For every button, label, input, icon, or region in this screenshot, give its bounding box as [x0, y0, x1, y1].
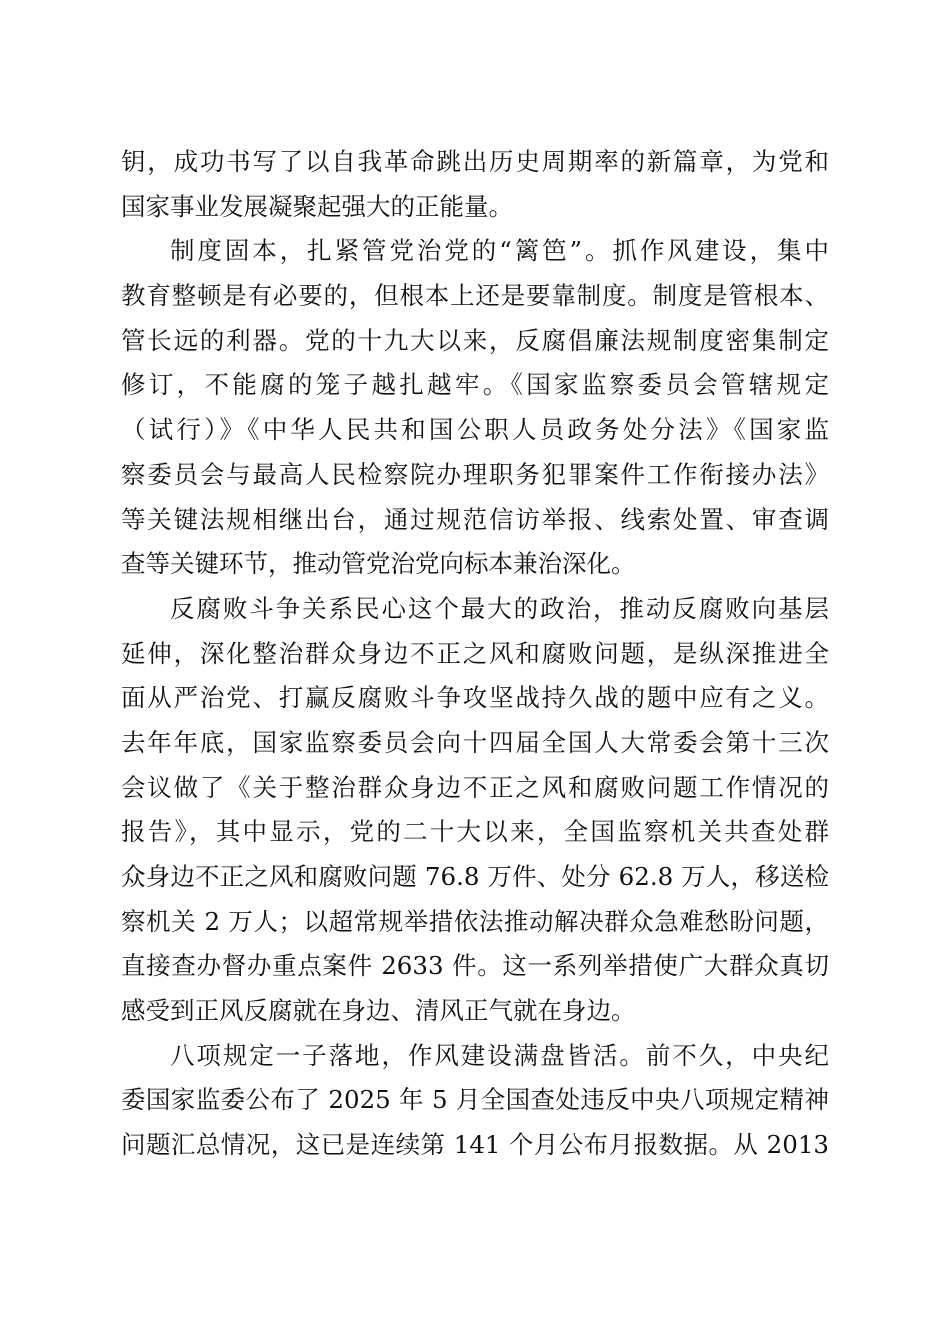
- text-line: 修订，不能腐的笼子越扎越牢。《国家监察委员会管辖规定: [121, 370, 829, 400]
- text-line: 会议做了《关于整治群众身边不正之风和腐败问题工作情况的: [121, 772, 829, 802]
- paragraph-1: [121, 140, 829, 229]
- text-line: 感受到正风反腐就在身边、清风正气就在身边。: [121, 996, 636, 1026]
- text-line: 等关键法规相继出台，通过规范信访举报、线索处置、审查调: [121, 504, 829, 534]
- text-line: 钥，成功书写了以自我革命跳出历史周期率的新篇章，为党和: [121, 147, 829, 176]
- paragraph-4: [121, 1034, 829, 1168]
- text-line: 问题汇总情况，这已是连续第 141 个月公布月报数据。从 2013: [121, 1130, 829, 1160]
- text-line: 八项规定一子落地，作风建设满盘皆活。前不久，中央纪: [170, 1040, 829, 1070]
- text-line: 查等关键环节，推动管党治党向标本兼治深化。: [121, 549, 636, 579]
- text-line: 去年年底，国家监察委员会向十四届全国人大常委会第十三次: [121, 727, 829, 757]
- text-line: 直接查办督办重点案件 2633 件。这一系列举措使广大群众真切: [121, 951, 829, 981]
- text-line: 反腐败斗争关系民心这个最大的政治，推动反腐败向基层: [170, 593, 829, 623]
- text-line: 制度固本，扎紧管党治党的“篱笆”。抓作风建设，集中: [170, 236, 829, 266]
- text-line: 报告》，其中显示，党的二十大以来，全国监察机关共查处群: [121, 817, 829, 847]
- text-line: 委国家监委公布了 2025 年 5 月全国查处违反中央八项规定精神: [121, 1085, 829, 1115]
- text-line: 众身边不正之风和腐败问题 76.8 万件、处分 62.8 万人，移送检: [121, 862, 829, 891]
- text-line: 延伸，深化整治群众身边不正之风和腐败问题，是纵深推进全: [121, 638, 829, 668]
- text-line: 面从严治党、打赢反腐败斗争攻坚战持久战的题中应有之义。: [121, 683, 829, 713]
- text-line: （试行）》《中华人民共和国公职人员政务处分法》《国家监: [121, 415, 829, 445]
- text-line: 察委员会与最高人民检察院办理职务犯罪案件工作衔接办法》: [121, 459, 829, 489]
- text-line: 国家事业发展凝聚起强大的正能量。: [121, 191, 513, 221]
- paragraph-2: [121, 229, 829, 587]
- document-page: [121, 140, 829, 1168]
- paragraph-3: [121, 587, 829, 1034]
- text-line: 教育整顿是有必要的，但根本上还是要靠制度。制度是管根本、: [121, 281, 829, 311]
- text-line: 管长远的利器。党的十九大以来，反腐倡廉法规制度密集制定: [121, 325, 829, 355]
- text-line: 察机关 2 万人；以超常规举措依法推动解决群众急难愁盼问题，: [121, 906, 829, 936]
